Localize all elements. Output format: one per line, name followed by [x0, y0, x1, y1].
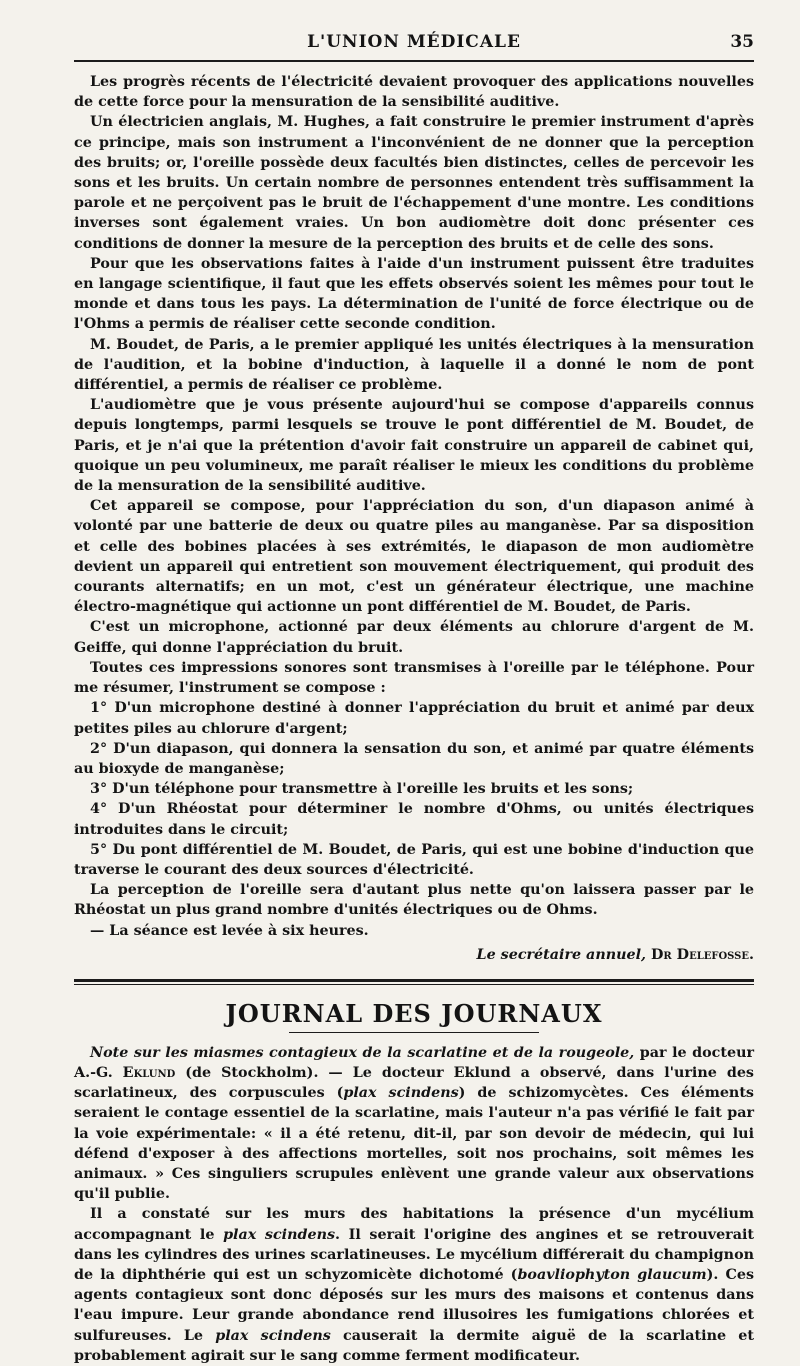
term: plax scindens	[223, 1226, 336, 1243]
term: plax scindens	[215, 1327, 331, 1344]
title-rule	[289, 1032, 539, 1033]
article-author: Eklund	[122, 1064, 176, 1081]
journal-title: L'UNION MÉDICALE	[307, 32, 521, 52]
paragraph: — La séance est levée à six heures.	[90, 922, 369, 939]
list-item: 5° Du pont différentiel de M. Boudet, de Paris, qui est une bobine d'induction que traverse le courant des deux sources d'électricité.	[74, 841, 754, 878]
list-item: 1° D'un microphone destiné à donner l'appréciation du bruit et animé par deux petites piles au chlorure d'argent;	[74, 700, 754, 737]
paragraph: Pour que les observations faites à l'aide d'un instrument puissent être traduites en langage scientifique, il faut que les effets observés soient les mêmes pour tout le monde et dans tous les pays. La détermination de l'unité de force électrique ou de l'Ohms a permis de réaliser cette seconde condition.	[74, 255, 754, 333]
signature-role: Le secrétaire annuel,	[476, 946, 647, 963]
term: boavliophyton glaucum	[517, 1266, 707, 1283]
article-paragraph: Il a constaté sur les murs des habitations la présence d'un mycélium accompagnant le plax scindens. Il serait l'origine des angines et se retrouverait dans les cylindres des urines scarlatineuses. Le mycélium différerait du champignon de la diphthérie qui est un schyzomicète dichotomé (boavliophyton glaucum). Ces agents contagieux sont donc déposés sur les murs des maisons et contenus dans l'eau impure. Leur grande abondance rend illusoires les fumigations chlorées et sulfureuses. Le plax scindens causerait la dermite aiguë de la scarlatine et probablement agirait sur le sang comme ferment modificateur.	[74, 1206, 755, 1364]
running-header	[74, 30, 754, 62]
list-item: 4° D'un Rhéostat pour déterminer le nombre d'Ohms, ou unités électriques introduites dans le circuit;	[74, 801, 754, 838]
article-title: Note sur les miasmes contagieux de la scarlatine et de la rougeole,	[90, 1044, 635, 1061]
article	[74, 1043, 754, 1366]
paragraph: C'est un microphone, actionné par deux éléments au chlorure d'argent de M. Geiffe, qui donne l'appréciation du bruit.	[74, 619, 754, 656]
article-paragraph: Note sur les miasmes contagieux de la scarlatine et de la rougeole, par le docteur A.-G. Eklund (de Stockholm). — Le docteur Eklund a observé, dans l'urine des scarlatineux, des corpuscules (plax scindens) de schizomycètes. Ces éléments seraient le contage essentiel de la scarlatine, mais l'auteur n'a pas vérifié le fait par la voie expérimentale: « il a été retenu, dit-il, par son devoir de médecin, qui lui défend d'exposer à des affections mortelles, soit nos prochains, soit mêmes les animaux. » Ces singuliers scrupules enlèvent une grande valeur aux observations qu'il publie.	[74, 1044, 754, 1203]
signature	[74, 943, 754, 967]
list-item: 3° D'un téléphone pour transmettre à l'oreille les bruits et les sons;	[90, 781, 634, 798]
list-item: 2° D'un diapason, qui donnera la sensation du son, et animé par quatre éléments au bioxyde de manganèse;	[74, 740, 754, 777]
section-title: JOURNAL DES JOURNAUX	[225, 998, 603, 1028]
paragraph: Les progrès récents de l'électricité devaient provoquer des applications nouvelles de cette force pour la mensuration de la sensibilité auditive.	[74, 74, 754, 111]
paragraph: Un électricien anglais, M. Hughes, a fait construire le premier instrument d'après ce principe, mais son instrument a l'inconvénient de ne donner que la perception des bruits; or, l'oreille possède deux facultés bien distinctes, celles de percevoir les sons et les bruits. Un certain nombre de personnes entendent très suffisamment la parole et ne perçoivent pas le bruit de l'échappement d'une montre. Les conditions inverses sont également vraies. Un bon audiomètre doit donc présenter ces conditions de donner la mesure de la perception des bruits et de celle des sons.	[74, 114, 754, 252]
paragraph: L'audiomètre que je vous présente aujourd'hui se compose d'appareils connus depuis longtemps, parmi lesquels se trouve le pont différentiel de M. Boudet, de Paris, et je n'ai que la prétention d'avoir fait construire un appareil de cabinet qui, quoique un peu volumineux, me paraît réaliser le mieux les conditions du problème de la mensuration de la sensibilité auditive.	[74, 397, 754, 495]
section-divider	[74, 979, 754, 985]
main-text	[74, 72, 754, 941]
signature-name: Dr Delefosse.	[651, 946, 754, 963]
paragraph: Toutes ces impressions sonores sont transmises à l'oreille par le téléphone. Pour me résumer, l'instrument se compose :	[74, 659, 754, 697]
paragraph: La perception de l'oreille sera d'autant plus nette qu'on laissera passer par le Rhéostat un plus grand nombre d'unités électriques ou de Ohms.	[74, 882, 754, 919]
paragraph: M. Boudet, de Paris, a le premier appliqué les unités électriques à la mensuration de l'audition, et la bobine d'induction, à laquelle il a donné le nom de pont différentiel, a permis de réaliser ce problème.	[74, 336, 754, 394]
paragraph: Cet appareil se compose, pour l'appréciation du son, d'un diapason animé à volonté par une batterie de deux ou quatre piles au manganèse. Par sa disposition et celle des bobines placées à ses extrémités, le diapason de mon audiomètre devient un appareil qui entretient son mouvement électriquement, qui produit des courants alternatifs; en un mot, c'est un générateur électrique, une machine électro-magnétique qui actionne un pont différentiel de M. Boudet, de Paris.	[74, 498, 754, 616]
page-number: 35	[730, 32, 754, 52]
term: plax scindens	[343, 1085, 459, 1102]
